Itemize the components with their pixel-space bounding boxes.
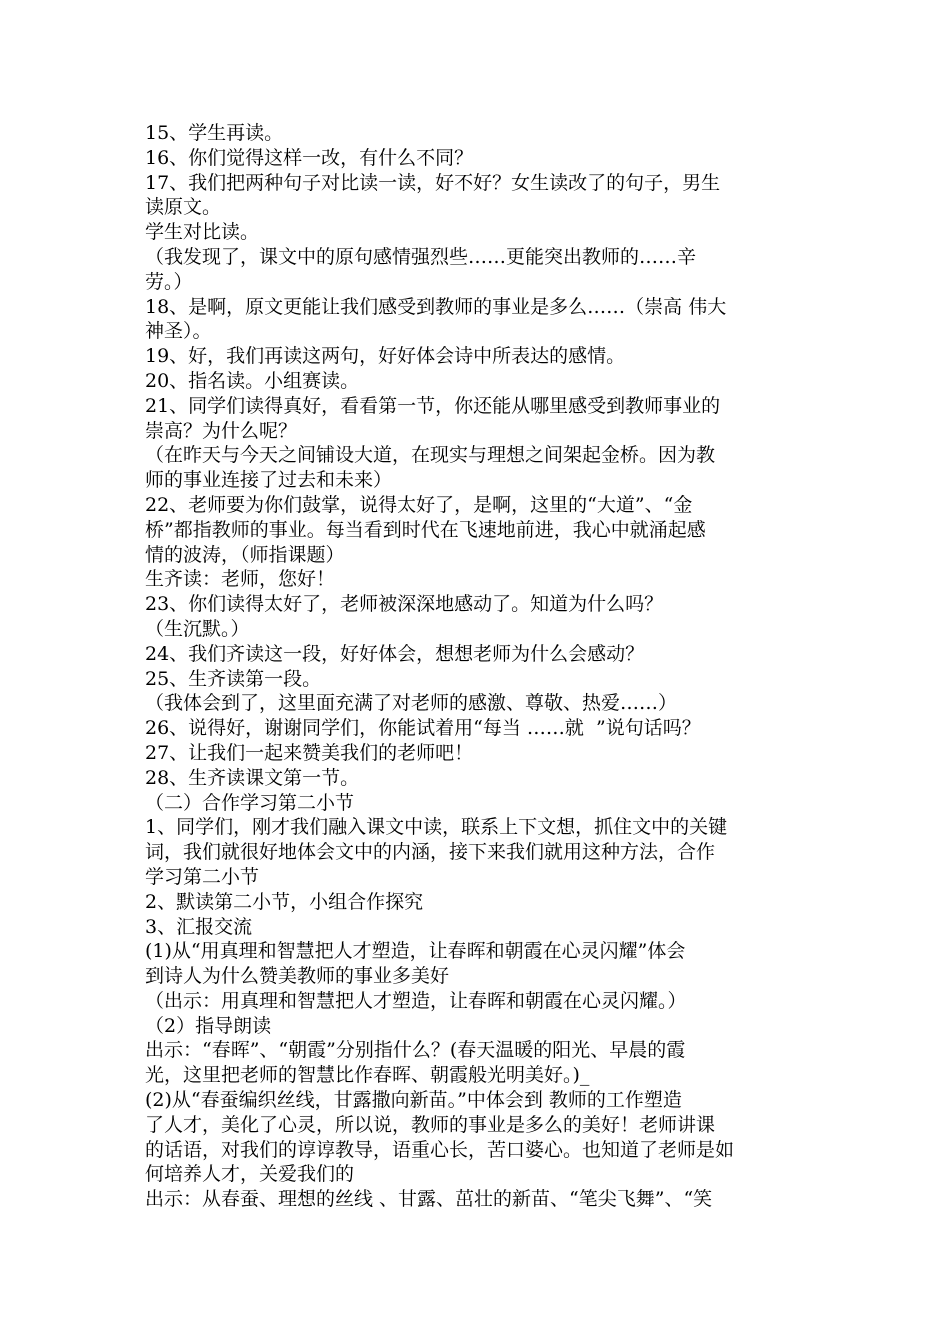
- text-line: 出示：“春晖”、“朝霞”分别指什么？(春天温暖的阳光、早晨的霞: [145, 1039, 686, 1062]
- text-line: 师的事业连接了过去和未来）: [145, 469, 393, 492]
- text-line: 20、指名读。小组赛读。: [145, 369, 360, 392]
- text-line: （在昨天与今天之间铺设大道，在现实与理想之间架起金桥。因为教: [145, 444, 716, 467]
- text-line: 何培养人才，关爱我们的: [145, 1163, 355, 1186]
- text-line: 的话语，对我们的谆谆教导，语重心长，苦口婆心。也知道了老师是如: [145, 1138, 735, 1161]
- text-line: 词，我们就很好地体会文中的内涵，接下来我们就用这种方法，合作: [145, 841, 716, 864]
- text-line: 学生对比读。: [145, 221, 260, 244]
- text-line: 光，这里把老师的智慧比作春晖、朝霞般光明美好。)_: [145, 1064, 590, 1087]
- text-line: 27、让我们一起来赞美我们的老师吧！: [145, 741, 474, 764]
- text-line: (1)从“用真理和智慧把人才塑造，让春晖和朝霞在心灵闪耀”体会: [145, 940, 686, 963]
- text-line: （出示：用真理和智慧把人才塑造，让春晖和朝霞在心灵闪耀。）: [145, 989, 687, 1012]
- text-line: （我体会到了，这里面充满了对老师的感激、尊敬、热爱……）: [145, 692, 678, 715]
- text-line: 读原文。: [145, 196, 222, 219]
- text-line: 24、我们齐读这一段，好好体会，想想老师为什么会感动？: [145, 642, 645, 665]
- text-line: 26、说得好，谢谢同学们，你能试着用“每当 ……就 ”说句话吗？: [145, 717, 701, 740]
- text-line: 桥”都指教师的事业。每当看到时代在飞速地前进，我心中就涌起感: [145, 518, 706, 541]
- text-line: 22、老师要为你们鼓掌，说得太好了，是啊，这里的“大道”、“金: [145, 493, 693, 516]
- text-line: 16、你们觉得这样一改，有什么不同？: [145, 146, 474, 169]
- text-line: 17、我们把两种句子对比读一读，好不好？女生读改了的句子，男生: [145, 171, 721, 194]
- text-line: （生沉默。）: [145, 617, 250, 640]
- text-line: 劳。）: [145, 270, 193, 293]
- text-line: 19、好，我们再读这两句，好好体会诗中所表达的感情。: [145, 345, 626, 368]
- text-line: （2）指导朗读: [145, 1014, 272, 1037]
- text-line: 到诗人为什么赞美教师的事业多美好: [145, 965, 450, 988]
- document-page: [145, 121, 810, 1212]
- section-heading: （二）合作学习第二小节: [145, 791, 355, 814]
- text-line: 28、生齐读课文第一节。: [145, 766, 360, 789]
- text-line: (2)从“春蚕编织丝线，甘露撒向新苗。”中体会到 教师的工作塑造: [145, 1089, 682, 1112]
- text-line: 了人才，美化了心灵，所以说，教师的事业是多么的美好！老师讲课: [145, 1113, 716, 1136]
- text-line: 生齐读：老师，您好！: [145, 568, 336, 591]
- text-line: 2、默读第二小节，小组合作探究: [145, 890, 424, 913]
- text-line: 25、生齐读第一段。: [145, 667, 322, 690]
- text-line: 出示：从春蚕、理想的丝线 、甘露、茁壮的新苗、“笔尖飞舞”、“笑: [145, 1188, 713, 1211]
- text-line: 情的波涛，（师指课题）: [145, 543, 345, 566]
- text-line: 21、同学们读得真好，看看第一节，你还能从哪里感受到教师事业的: [145, 394, 721, 417]
- text-line: 神圣）。: [145, 320, 212, 343]
- text-line: 1、同学们，刚才我们融入课文中读，联系上下文想，抓住文中的关键: [145, 816, 728, 839]
- text-line: 23、你们读得太好了，老师被深深地感动了。知道为什么吗？: [145, 593, 664, 616]
- text-line: 15、学生再读。: [145, 122, 284, 144]
- text-line: 崇高？为什么呢？: [145, 419, 298, 442]
- text-line: 3、汇报交流: [145, 915, 253, 938]
- text-line: （我发现了，课文中的原句感情强烈些……更能突出教师的……辛: [145, 245, 697, 268]
- text-line: 18、是啊，原文更能让我们感受到教师的事业是多么……（崇高 伟大: [145, 295, 727, 318]
- text-line: 学习第二小节: [145, 865, 260, 888]
